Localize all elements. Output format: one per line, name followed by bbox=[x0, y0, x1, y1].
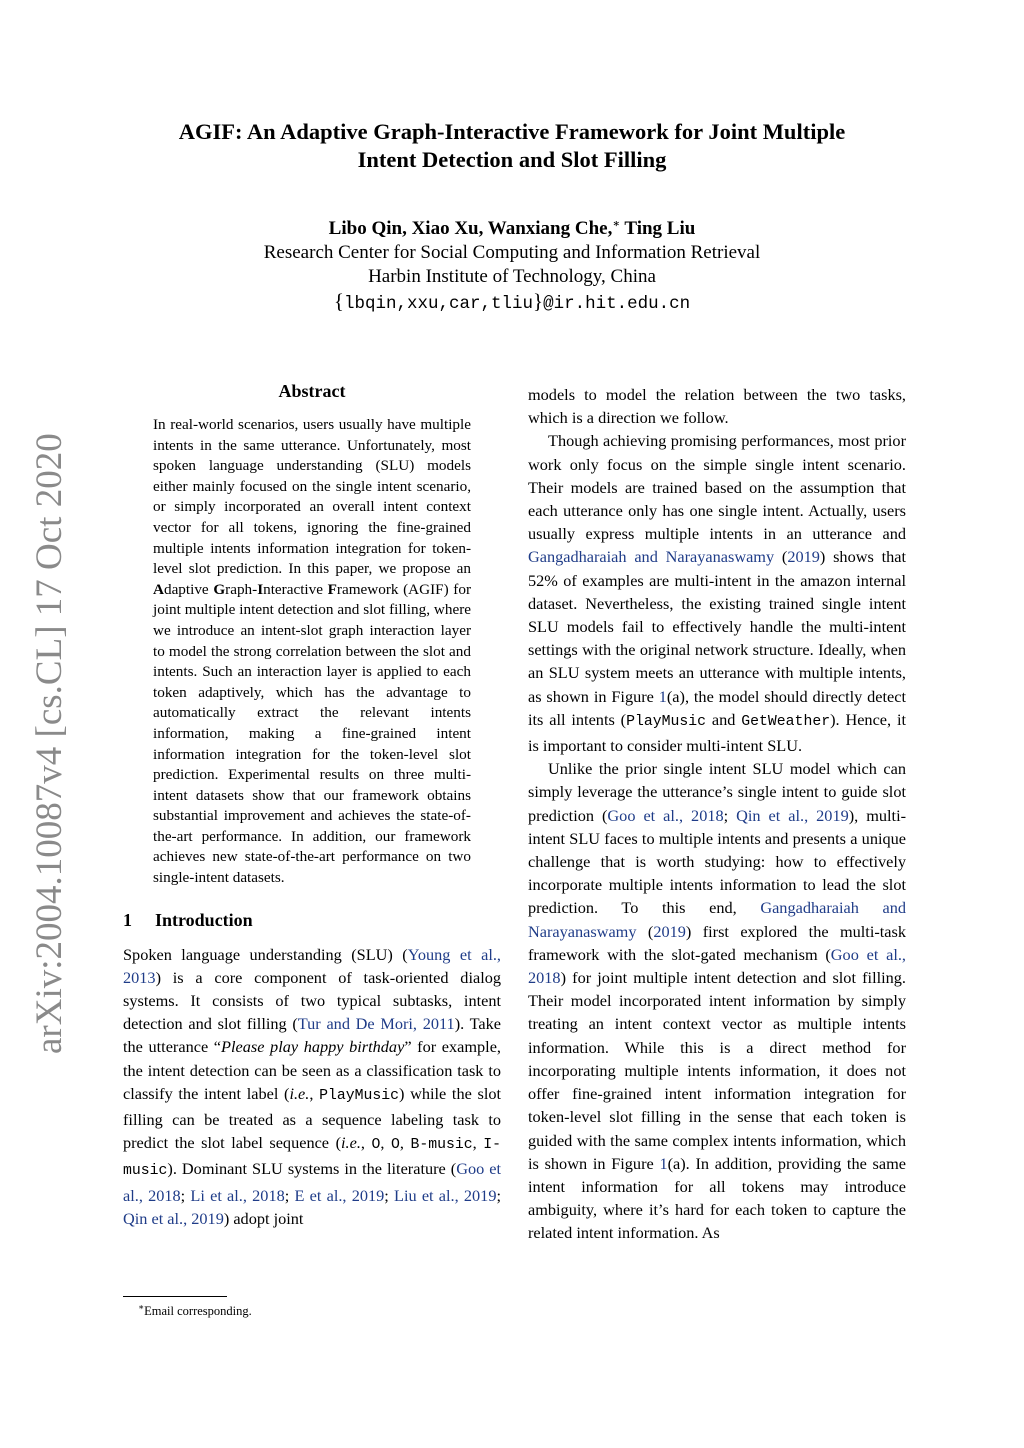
text-run: ( bbox=[636, 921, 654, 941]
abstract-part: daptive bbox=[163, 580, 214, 598]
email-line bbox=[112, 289, 912, 316]
code-label: GetWeather bbox=[741, 713, 831, 730]
brace-open: { bbox=[333, 289, 344, 313]
corresponding-star: ∗ bbox=[612, 218, 620, 230]
text-run: , bbox=[399, 1133, 411, 1153]
code-label: O bbox=[371, 1137, 381, 1154]
text-run: ; bbox=[496, 1185, 501, 1205]
citation-link[interactable]: Tur and De Mori, 2011 bbox=[297, 1014, 455, 1034]
right-column bbox=[528, 383, 906, 1245]
citation-link[interactable]: Li et al., 2018 bbox=[190, 1185, 285, 1205]
section-title: Introduction bbox=[155, 909, 253, 930]
citation-link[interactable]: 2019 bbox=[653, 921, 686, 941]
citation-link[interactable]: Young et al., 2013 bbox=[123, 944, 501, 987]
code-label: PlayMusic bbox=[626, 713, 707, 730]
citation-link[interactable]: Liu et al., 2019 bbox=[394, 1185, 497, 1205]
right-paragraph-2 bbox=[528, 757, 906, 1244]
text-run: (a), the model should directly detect its all intents ( bbox=[528, 686, 907, 729]
abstract-part: nteractive bbox=[263, 580, 328, 598]
abstract-part: In real-world scenarios, users usually have multiple intents in the same utterance. Unfortunately, most spoken language understanding (SLU) models either mainly focused on the single intent scenario, or simply incorporated an overall intent context vector for all tokens, ignoring the fine-grained multiple intents information integration for token-level slot prediction. In this paper, we propose an bbox=[153, 416, 471, 578]
text-run: , bbox=[360, 1133, 372, 1153]
text-run: ), multi-intent SLU faces to multiple intents and presents a unique challenge that is worth studying: how to effectively incorporate multiple intents information to lead the slot prediction. To this end, bbox=[528, 805, 907, 918]
paper-title bbox=[112, 118, 912, 174]
acronym-letter: I bbox=[257, 580, 264, 598]
acronym-letter: F bbox=[327, 580, 337, 598]
citation-link[interactable]: Gangadharaiah and Narayanaswamy bbox=[528, 547, 775, 567]
text-run: , bbox=[472, 1133, 484, 1153]
abstract-part: ramework bbox=[336, 580, 399, 598]
right-paragraph-1 bbox=[528, 429, 906, 757]
text-run: (a). In addition, providing the same intent information for all tokens may introduce ambiguity, where it’s hard for each token to capture the related intent information. As bbox=[528, 1153, 906, 1243]
text-run: ). Take the utterance “ bbox=[123, 1014, 502, 1057]
text-run: i.e. bbox=[289, 1083, 310, 1103]
intro-paragraph-1 bbox=[123, 943, 501, 1230]
title-line-1: AGIF: An Adaptive Graph-Interactive Framework for Joint Multiple bbox=[178, 119, 846, 144]
section-number: 1 bbox=[123, 909, 132, 930]
text-run: Spoken language understanding (SLU) ( bbox=[123, 944, 408, 964]
acronym-letter: G bbox=[213, 580, 226, 598]
text-run: ) shows that 52% of examples are multi-intent in the amazon internal dataset. Nevertheless, the existing trained single intent SLU models fail to effectively handle the multi-intent settings with the original network structure. Ideally, when an SLU system meets an utterance with multiple intents, as shown in Figure bbox=[528, 547, 907, 706]
citation-link[interactable]: 2019 bbox=[787, 547, 820, 567]
left-column bbox=[123, 380, 501, 1230]
abstract-part: raph- bbox=[225, 580, 258, 598]
email-domain: @ir.hit.edu.cn bbox=[543, 294, 691, 314]
author-last: Ting Liu bbox=[619, 218, 696, 239]
code-label: O bbox=[391, 1137, 400, 1154]
text-run: i.e. bbox=[341, 1133, 361, 1153]
text-run: ; bbox=[723, 805, 737, 825]
text-run: ; bbox=[384, 1185, 395, 1205]
abstract-part: (AGIF) for joint multiple intent detection and slot filling, where we introduce an intent-slot graph interaction layer to model the strong correlation between the slot and intents. Such an interaction layer is applied to each token adaptively, which has the advantage to automatically extract the relevant intents information, making a fine-grained intent information integration for the token-level slot prediction. Experimental results on three multi-intent datasets show that our framework obtains substantial improvement and achieves the state-of-the-art performance. In addition, our framework achieves new state-of-the-art performance on two single-intent datasets. bbox=[153, 580, 472, 887]
citation-link[interactable]: Goo et al., 2018 bbox=[123, 1159, 502, 1205]
affiliation-2: Harbin Institute of Technology, China bbox=[368, 266, 656, 287]
citation-link[interactable]: Gangadharaiah and Narayanaswamy bbox=[528, 898, 906, 941]
footnote bbox=[138, 1299, 252, 1319]
arxiv-stamp: arXiv:2004.10087v4 [cs.CL] 17 Oct 2020 bbox=[29, 433, 70, 1054]
text-run: ) while the slot filling can be treated as a sequence labeling task to predict the slot label sequence ( bbox=[123, 1083, 502, 1153]
author-block bbox=[112, 212, 912, 316]
figure-reference[interactable]: 1 bbox=[659, 1153, 668, 1173]
text-run: and bbox=[706, 709, 742, 729]
text-run: ). Dominant SLU systems in the literature ( bbox=[167, 1159, 457, 1179]
footnote-rule bbox=[123, 1296, 227, 1297]
text-run: ) adopt joint bbox=[223, 1208, 304, 1228]
citation-link[interactable]: Qin et al., 2019 bbox=[123, 1208, 224, 1228]
abstract-text bbox=[153, 415, 471, 889]
text-run: ) for joint multiple intent detection and slot filling. Their model incorporated intent information by simply treating an intent context vector as multiple intents information. While this is a direct method for incorporating multiple intents information, it does not offer fine-grained intent information integration for token-level slot filling in the sense that each token is guided with the same complex intents information, which is shown in Figure bbox=[528, 968, 906, 1173]
code-label: PlayMusic bbox=[319, 1087, 399, 1104]
citation-link[interactable]: E et al., 2019 bbox=[294, 1185, 385, 1205]
example-utterance: Please play happy birthday bbox=[221, 1037, 405, 1057]
author-names bbox=[112, 212, 912, 241]
affiliation-1: Research Center for Social Computing and Information Retrieval bbox=[263, 242, 761, 263]
text-run: ) is a core component of task-oriented dialog systems. It consists of two typical subtasks, intent detection and slot filling ( bbox=[123, 967, 501, 1034]
acronym-letter: A bbox=[153, 580, 164, 598]
right-paragraph-0: models to model the relation between the two tasks, which is a direction we follow. bbox=[528, 385, 906, 428]
figure-reference[interactable]: 1 bbox=[658, 686, 667, 706]
footnote-text: Email corresponding. bbox=[144, 1304, 252, 1319]
code-label: I-music bbox=[123, 1137, 502, 1180]
text-run: ; bbox=[180, 1185, 191, 1205]
text-run: ). Hence, it is important to consider multi-intent SLU. bbox=[528, 709, 907, 756]
code-label: B-music bbox=[410, 1137, 473, 1154]
section-heading-introduction bbox=[123, 909, 501, 931]
text-run: ( bbox=[774, 547, 788, 567]
text-run: ” for example, the intent detection can be seen as a classification task to classify the intent label ( bbox=[123, 1037, 501, 1103]
citation-link[interactable]: Goo et al., 2018 bbox=[607, 805, 724, 825]
abstract-heading: Abstract bbox=[278, 381, 346, 401]
text-run: Though achieving promising performances, most prior work only focus on the simple single intent scenario. Their models are trained based on the assumption that each utterance only has one single intent. Actually, users usually express multiple intents in an utterance and bbox=[528, 431, 906, 544]
brace-close: } bbox=[533, 289, 544, 313]
text-run: , bbox=[380, 1133, 391, 1153]
citation-link[interactable]: Qin et al., 2019 bbox=[736, 805, 849, 825]
text-run: , bbox=[309, 1083, 320, 1103]
text-run: ) first explored the multi-task framework with the slot-gated mechanism ( bbox=[528, 921, 906, 964]
text-run: ; bbox=[284, 1185, 295, 1205]
email-users: lbqin,xxu,car,tliu bbox=[343, 294, 533, 314]
citation-link[interactable]: Goo et al., 2018 bbox=[528, 944, 906, 988]
title-line-2: Intent Detection and Slot Filling bbox=[357, 147, 667, 172]
text-run: Unlike the prior single intent SLU model which can simply leverage the utterance’s single intent to guide slot prediction ( bbox=[528, 759, 906, 825]
footnote-marker: ∗ bbox=[138, 1302, 145, 1312]
author-list: Libo Qin, Xiao Xu, Wanxiang Che, bbox=[328, 218, 613, 239]
